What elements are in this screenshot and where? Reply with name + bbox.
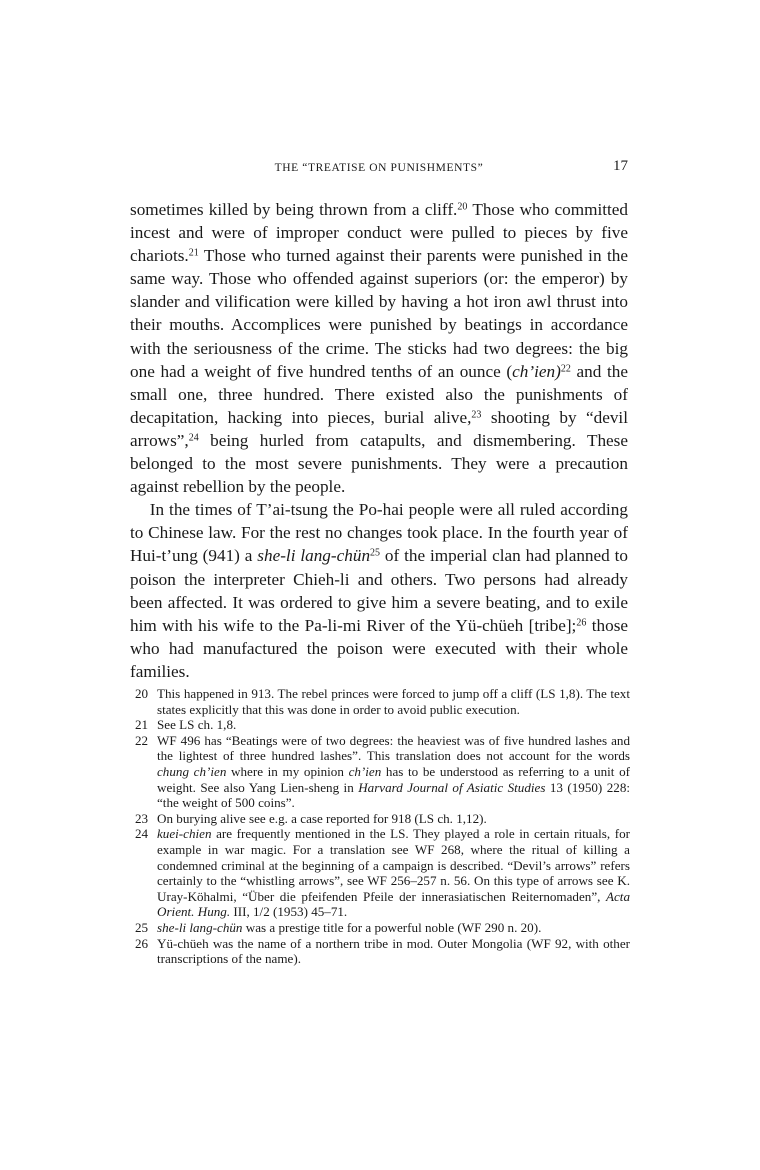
page-number: 17: [613, 158, 628, 174]
footnote-24: [135, 826, 630, 920]
footnote-ref-22: 22: [560, 363, 571, 375]
italic-term: she-li lang-chün: [157, 919, 243, 935]
text-run: Those who committed incest and were of improper conduct were pulled to pieces by five chariots.: [130, 200, 628, 266]
footnotes: [135, 686, 630, 967]
page-header: [130, 158, 628, 180]
footnote-number: 21: [135, 717, 149, 733]
footnote-ref-20: 20: [457, 201, 468, 213]
footnote-ref-24: 24: [188, 432, 199, 444]
text-run: was a prestige title for a powerful noble (WF 290 n. 20).: [242, 919, 542, 935]
footnote-ref-23: 23: [471, 409, 482, 421]
text-run: 13 (1950) 228: “the weight of 500 coins”.: [157, 779, 631, 811]
italic-term: ch’ien): [512, 361, 561, 381]
footnote-23: [135, 811, 630, 827]
text-run: being hurled from catapults, and dismembering. These belonged to the most severe punishments. They were a precaution against rebellion by the people.: [130, 430, 628, 497]
footnote-number: 25: [135, 919, 149, 935]
footnote-22: [135, 733, 630, 811]
footnote-text: [157, 733, 630, 811]
footnote-number: 22: [135, 732, 149, 748]
italic-term: ch’ien: [348, 763, 382, 779]
text-run: has to be understood as referring to a unit of weight. See also Yang Lien-sheng in: [157, 763, 630, 795]
text-run: are frequently mentioned in the LS. They played a role in certain rituals, for example in war magic. For a translation see WF 268, where the ritual of killing a condemned criminal at the beginning of a campaign is described. “Devil’s arrows” refers certainly to the “whistling arrows”, see WF 256–257 n. 56. On this type of arrows see K. Uray-Köhalmi, “Über die pfeifenden Pfeile der innerasiatischen Reiternomaden”,: [157, 826, 630, 904]
footnote-text: Yü-chüeh was the name of a northern tribe in mod. Outer Mongolia (WF 92, with other transcriptions of the name).: [157, 935, 630, 967]
text-run: where in my opinion: [226, 763, 349, 779]
text-run: and the small one, three hundred. There existed also the punishments of decapitation, hacking into pieces, burial alive,: [130, 361, 628, 427]
footnote-ref-26: 26: [576, 617, 587, 629]
footnote-text: [157, 826, 630, 920]
text-run: III, 1/2 (1953) 45–71.: [230, 904, 348, 920]
footnote-number: 26: [135, 935, 149, 951]
footnote-text: On burying alive see e.g. a case reported for 918 (LS ch. 1,12).: [157, 810, 487, 826]
journal-title: Harvard Journal of Asiatic Studies: [358, 779, 546, 795]
text-run: In the times of T’ai-tsung the Po-hai people were all ruled according to Chinese law. For the rest no changes took place. In the fourth year of Hui-t’ung (941) a: [130, 500, 628, 566]
italic-term: kuei-chien: [157, 826, 212, 842]
footnote-number: 24: [135, 826, 149, 842]
paragraph: [130, 198, 628, 498]
footnote-ref-25: 25: [370, 547, 381, 559]
footnote-number: 20: [135, 686, 149, 701]
footnote-ref-21: 21: [188, 247, 199, 259]
footnote-number: 23: [135, 810, 149, 826]
footnote-26: [135, 936, 630, 967]
running-title: THE “TREATISE ON PUNISHMENTS”: [274, 162, 484, 174]
footnote-text: See LS ch. 1,8.: [157, 717, 237, 733]
main-text: [130, 198, 628, 683]
text-run: shooting by “devil arrows”,: [130, 407, 628, 450]
text-run: of the imperial clan had planned to poison the interpreter Chieh-li and others. Two persons had already been affected. It was ordered to give him a severe beating, and to exile him with his wife to the Pa-li-mi River of the Yü-chüeh [tribe];: [130, 546, 628, 635]
journal-title: Acta Orient. Hung.: [157, 888, 630, 920]
italic-term: she-li lang-chün: [257, 546, 371, 566]
text-run: WF 496 has “Beatings were of two degrees: the heaviest was of five hundred lashes and the lightest of three hundred lashes”. This translation does not account for the words: [157, 732, 630, 764]
footnote-25: [135, 920, 630, 936]
footnote-20: [135, 686, 630, 717]
footnote-21: [135, 717, 630, 733]
footnote-text: This happened in 913. The rebel princes were forced to jump off a cliff (LS 1,8). The text states explicitly that this was done in order to avoid public execution.: [157, 686, 630, 717]
paragraph: [130, 498, 628, 683]
text-run: sometimes killed by being thrown from a cliff.: [130, 200, 458, 219]
italic-term: chung ch’ien: [157, 763, 227, 779]
text-run: those who had manufactured the poison were executed with their whole families.: [130, 615, 629, 681]
text-run: Those who turned against their parents were punished in the same way. Those who offended against superiors (or: the emperor) by slander and vilification were killed by having a hot iron awl thrust into their mouths. Accomplices were punished by beatings in accordance with the seriousness of the crime. The sticks had two degrees: the big one had a weight of five hundred tenths of an ounce (: [130, 246, 628, 381]
footnote-text: [157, 920, 630, 936]
